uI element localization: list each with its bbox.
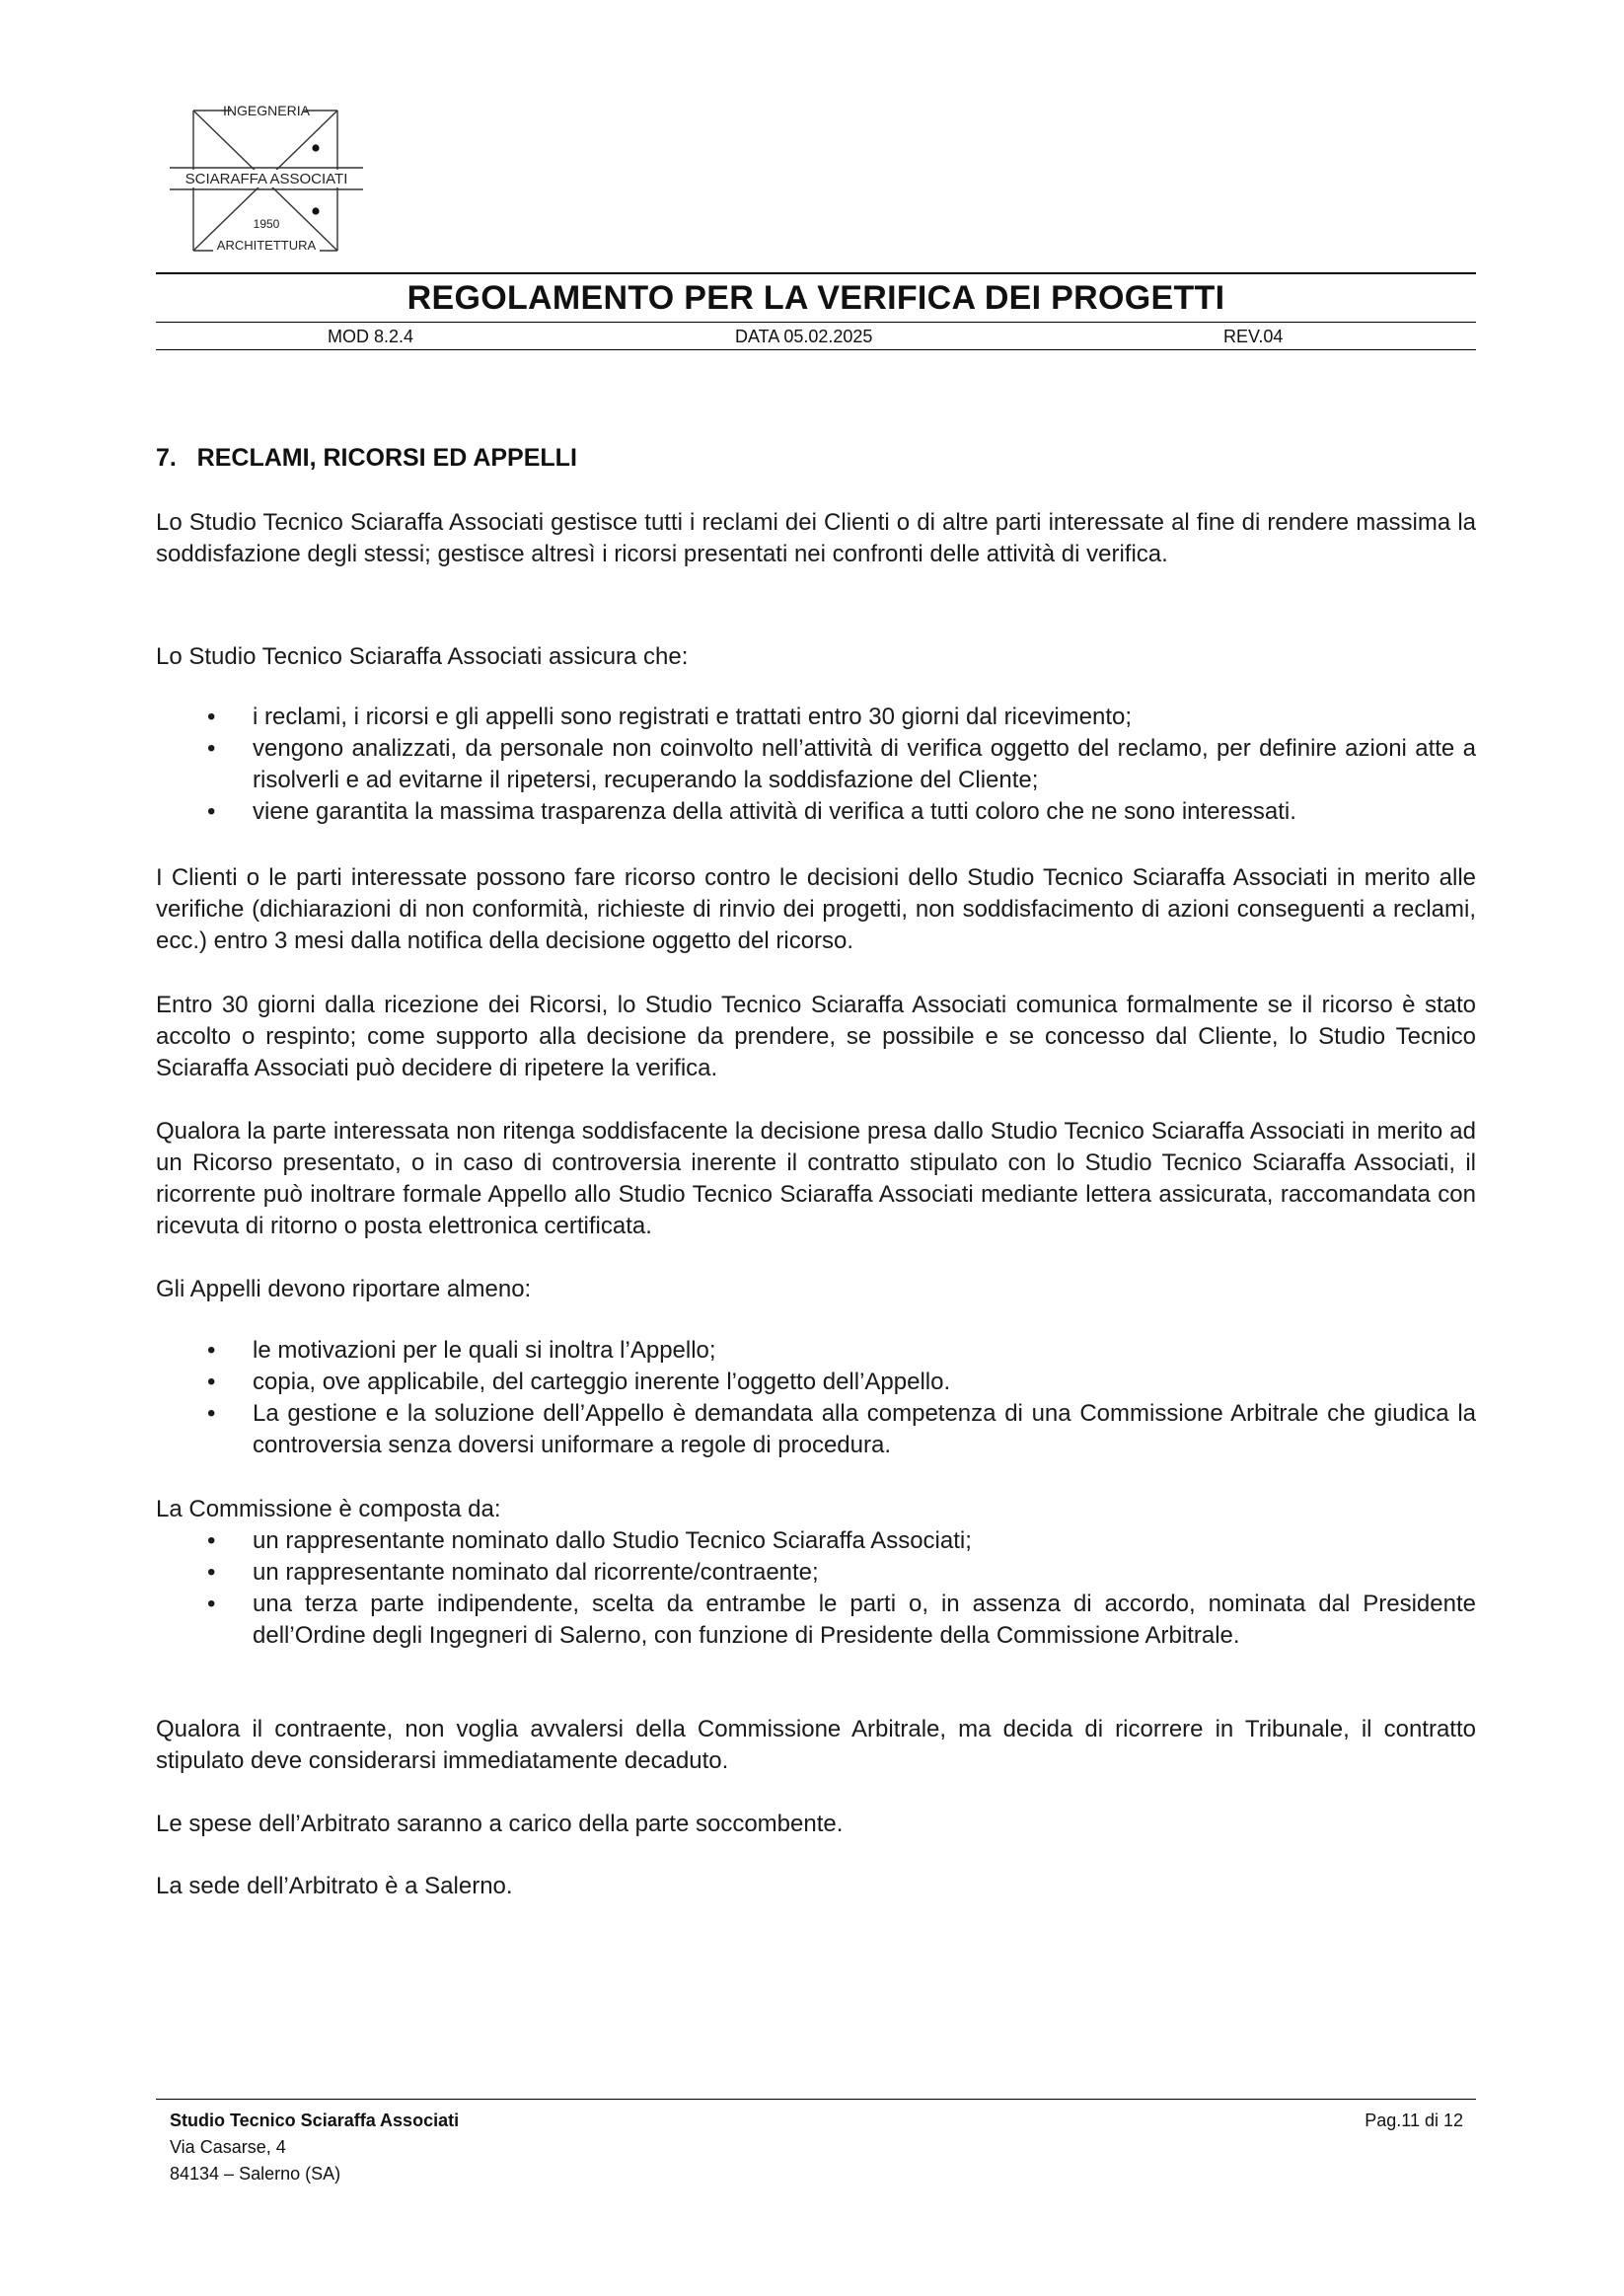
footer-street: Via Casarse, 4	[170, 2137, 286, 2157]
header-rev: REV.04	[1223, 327, 1284, 346]
header-mod: MOD 8.2.4	[328, 327, 414, 346]
list-item-text: i reclami, i ricorsi e gli appelli sono registrati e trattati entro 30 giorni dal ricevimento;	[253, 704, 1133, 730]
header-top-rule	[156, 272, 1476, 274]
paragraph-4: Entro 30 giorni dalla ricezione dei Ricorsi, lo Studio Tecnico Sciaraffa Associati comunica formalmente se il ricorso è stato accolto o respinto; come supporto alla decisione da prendere, se possibile e se concesso dal Cliente, lo Studio Tecnico Sciaraffa Associati può decidere di ripetere la verifica.	[156, 992, 1476, 1081]
list-item-text: un rappresentante nominato dal ricorrente/contraente;	[253, 1559, 819, 1586]
footer-address-block	[170, 2108, 459, 2187]
bullet-icon: •	[207, 1369, 216, 1395]
header-date: DATA 05.02.2025	[735, 327, 873, 346]
logo-middle-text: SCIARAFFA ASSOCIATI	[185, 171, 348, 187]
bullet-icon: •	[207, 1591, 216, 1617]
list-assurances	[156, 702, 1476, 828]
paragraph-7: La Commissione è composta da:	[156, 1496, 501, 1522]
bullet-icon: •	[207, 1559, 216, 1586]
list-item	[156, 1589, 1476, 1652]
list-item-text: un rappresentante nominato dallo Studio Tecnico Sciaraffa Associati;	[253, 1527, 972, 1554]
bullet-icon: •	[207, 704, 216, 730]
list-commission-members	[156, 1525, 1476, 1652]
footer-page-number: Pag.11 di 12	[1365, 2111, 1463, 2130]
list-item	[156, 1367, 1476, 1398]
paragraph-8: Qualora il contraente, non voglia avvalersi della Commissione Arbitrale, ma decida di ricorrere in Tribunale, il contratto stipulato deve considerarsi immediatamente decaduto.	[156, 1716, 1476, 1774]
bullet-icon: •	[207, 1337, 216, 1364]
logo-top-text: INGEGNERIA	[223, 103, 310, 118]
bullet-icon: •	[207, 1400, 216, 1427]
paragraph-3: I Clienti o le parti interessate possono fare ricorso contro le decisioni dello Studio Tecnico Sciaraffa Associati in merito alle verifiche (dichiarazioni di non conformità, richieste di rinvio dei progetti, non soddisfacimento di azioni conseguenti a reclami, ecc.) entro 3 mesi dalla notifica della decisione oggetto del ricorso.	[156, 864, 1476, 954]
header-middle-rule	[156, 322, 1476, 323]
list-item-text: copia, ove applicabile, del carteggio inerente l’oggetto dell’Appello.	[253, 1369, 951, 1395]
list-item	[156, 1335, 1476, 1367]
list-item-text: le motivazioni per le quali si inoltra l’Appello;	[253, 1337, 716, 1364]
bullet-icon: •	[207, 1527, 216, 1554]
list-item	[156, 733, 1476, 796]
list-item	[156, 1525, 1476, 1557]
bullet-icon: •	[207, 735, 216, 762]
bullet-icon: •	[207, 798, 216, 825]
header-bottom-rule	[156, 349, 1476, 350]
paragraph-10: La sede dell’Arbitrato è a Salerno.	[156, 1873, 513, 1899]
list-item-text: vengono analizzati, da personale non coinvolto nell’attività di verifica oggetto del reclamo, per definire azioni atte a risolverli e ad evitarne il ripetersi, recuperando la soddisfazione del Cliente;	[253, 735, 1476, 793]
list-item	[156, 1398, 1476, 1461]
footer-company: Studio Tecnico Sciaraffa Associati	[170, 2111, 460, 2130]
logo-year-text: 1950	[253, 217, 280, 231]
company-logo	[170, 103, 363, 260]
list-item	[156, 702, 1476, 733]
list-item-text: una terza parte indipendente, scelta da entrambe le parti o, in assenza di accordo, nominata dal Presidente dell’Ordine degli Ingegneri di Salerno, con funzione di Presidente della Commissione Arbitrale.	[253, 1591, 1476, 1649]
list-item	[156, 796, 1476, 828]
list-item-text: La gestione e la soluzione dell’Appello è demandata alla competenza di una Commissione Arbitrale che giudica la controversia senza doversi uniformare a regole di procedura.	[253, 1400, 1476, 1458]
paragraph-2: Lo Studio Tecnico Sciaraffa Associati assicura che:	[156, 643, 689, 670]
footer-rule	[156, 2099, 1476, 2100]
logo-bottom-text: ARCHITETTURA	[216, 238, 317, 253]
paragraph-1: Lo Studio Tecnico Sciaraffa Associati gestisce tutti i reclami dei Clienti o di altre parti interessate al fine di rendere massima la soddisfazione degli stessi; gestisce altresì i ricorsi presentati nei confronti delle attività di verifica.	[156, 509, 1476, 567]
footer-city: 84134 – Salerno (SA)	[170, 2164, 341, 2184]
list-item-text: viene garantita la massima trasparenza della attività di verifica a tutti coloro che ne sono interessati.	[253, 798, 1296, 825]
paragraph-5: Qualora la parte interessata non ritenga soddisfacente la decisione presa dallo Studio Tecnico Sciaraffa Associati in merito ad un Ricorso presentato, o in caso di controversia inerente il contratto stipulato con lo Studio Tecnico Sciaraffa Associati, il ricorrente può inoltrare formale Appello allo Studio Tecnico Sciaraffa Associati mediante lettera assicurata, raccomandata con ricevuta di ritorno o posta elettronica certificata.	[156, 1118, 1476, 1239]
paragraph-6: Gli Appelli devono riportare almeno:	[156, 1276, 532, 1302]
paragraph-9: Le spese dell’Arbitrato saranno a carico della parte soccombente.	[156, 1811, 844, 1837]
document-title: REGOLAMENTO PER LA VERIFICA DEI PROGETTI	[406, 279, 1225, 317]
section-heading: 7. RECLAMI, RICORSI ED APPELLI	[156, 444, 577, 472]
list-item	[156, 1557, 1476, 1589]
list-appeal-contents	[156, 1335, 1476, 1461]
